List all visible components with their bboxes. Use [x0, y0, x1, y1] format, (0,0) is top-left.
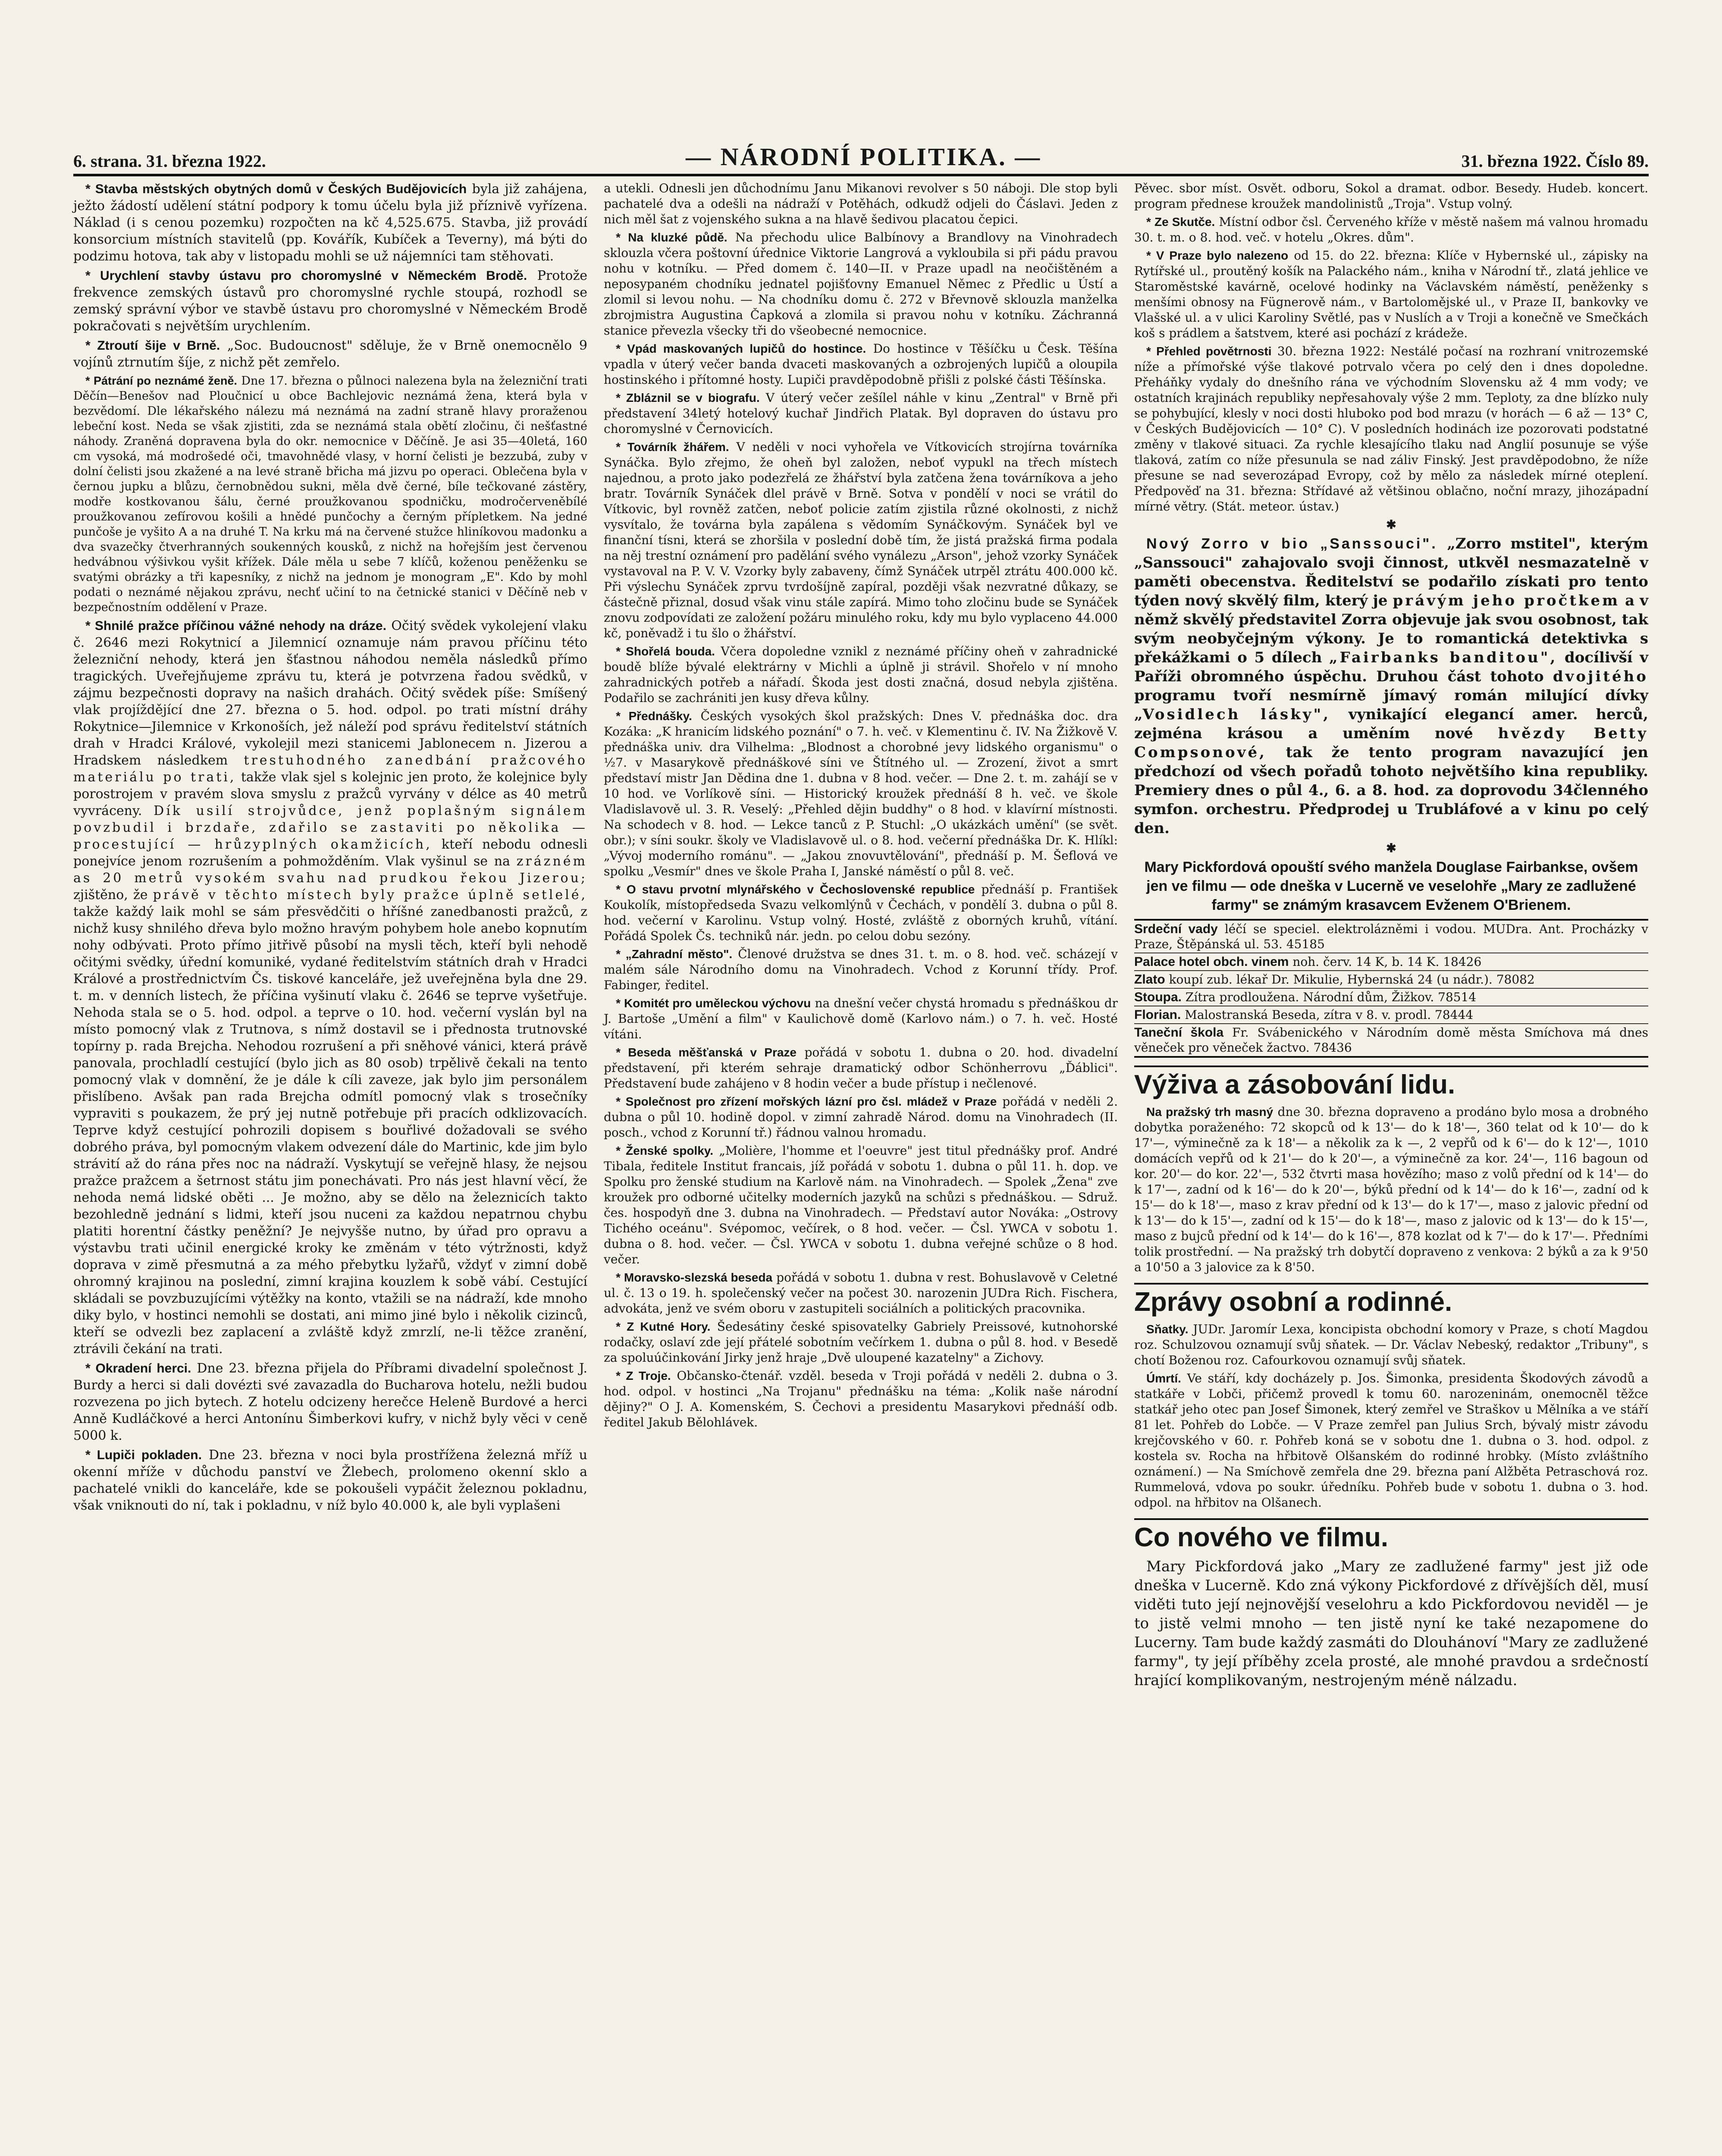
separator-star: ✱ — [1386, 841, 1396, 855]
ad-item: Florian. Malostranská Beseda, zítra v 8. v. prodl. 78444 — [1134, 1006, 1648, 1024]
masthead — [73, 142, 1649, 176]
classified-ads — [1134, 919, 1648, 1058]
article: * Lupiči pokladen. Dne 23. března v noci byla prostřížena železná mříž u okenní mříže v důchodu panství ve Žlebech, prolomeno okenní sklo a pachatelé vnikli do kanceláře, kde se pokoušeli vypáčit železnou pokladnu, však vniknouti do ní, tak i pokladnu, v níž bylo 40.000 k, ale byli vyplašeni — [73, 1448, 587, 1513]
column-2 — [604, 181, 1118, 1692]
article: Na pražský trh masný dne 30. března dopraveno a prodáno bylo mosa a drobného dobytka poraženého: 72 skopců od k 13'— do k 18'—, 360 telat od k 10'— do k 17'—, výminečně za k 18'— a několik za k —, 2 vepřů od k 6'— do k 12'—, 1010 domácích vepřů od k 21'— do k 20'—, a výminečně za kor. 24'—, 116 bagoun od kor. 20'— do kor. 22'—, 532 čtvrti masa hovězího; maso z volů přední od k 14'— do k 17'—, zadní od k 16'— do k 20'—, býků přední od k 14'— do k 16'—, zadní od k 15'— do k 18'—, maso z krav přední od k 13'— do k 17'—, maso z jalovic přední od k 13'— do k 15'—, zadní od k 15'— do k 18'—, maso z jalovic od k 13'— do k 15'—, maso z bujců přední od k 14'— do k 16'—, 878 kozlat od k 7'— do k 17'—. Předními tolik prostřední. — Na pražský trh dobytčí dopraveno z venkova: 2 býků a za k 9'50 a 10'50 a 3 jalovice za k 8'50. — [1134, 1105, 1648, 1274]
article: * Z Kutné Hory. Šedesátiny české spisovatelky Gabriely Preissové, kutnohorské rodačky, oslaví zde její přátelé sobotním večírkem 1. dubna o půl 8. hod. v Besedě za spoluúčinkování Jirky jenž hraje „Dvě uloupené kazatelny" a Zichovy. — [604, 1319, 1118, 1365]
ad-item: Zlato koupí zub. lékař Dr. Mikulie, Hybernská 24 (u nádr.). 78082 — [1134, 971, 1648, 989]
section-heading: Zprávy osobní a rodinné. — [1134, 1283, 1648, 1317]
columns — [73, 181, 1649, 1692]
ad-item: Srdeční vady léčí se speciel. elektrolázněmi i vodou. MUDra. Ant. Procházky v Praze, Štěpánská ul. 53. 45185 — [1134, 921, 1648, 953]
article: * Vpád maskovaných lupičů do hostince. Do hostince v Těšíčku u Česk. Těšína vpadla v úterý večer banda dvaceti maskovaných a ozbrojených lupičů a oloupila hostinského i přítomné hosty. Lupiči pravděpodobně přišli z polské části Těšínska. — [604, 342, 1118, 387]
article: * Moravsko-slezská beseda pořádá v sobotu 1. dubna v rest. Bohuslavově v Celetné ul. č. 13 o 19. h. společenský večer na počest 30. narozenin JUDra Rich. Fischera, advokáta, jenž ve svém oboru v zastupiteli sociálních a politických pracovnika. — [604, 1270, 1118, 1316]
issue-number-right: 31. března 1922. Číslo 89. — [1461, 151, 1649, 171]
article: Mary Pickfordová jako „Mary ze zadlužené farmy" jest již ode dneška v Lucerně. Kdo zná výkony Pickfordové z dřívějších děl, musí viděti tuto její nejnovější veselohru a kdo Pickfordovou neviděl — je to jistě velmi mnoho — ten jistě nyní ke také nezapomene do Lucerny. Tam bude každý zasmáti do Dlouhánoví "Mary ze zadlužené farmy", ty její příběhy zcela prosté, ale mnohé pravdou a srdečností hrající komplikovaným, nestrojeným méně nálzadu. — [1134, 1558, 1648, 1689]
separator-star: ✱ — [1386, 517, 1396, 532]
article: * Přednášky. Českých vysokých škol pražských: Dnes V. přednáška doc. dra Kozáka: „K hranicím lidského poznání" o 7. h. več. v Klementinu č. IV. Na Žižkově V. přednáška univ. dra Vilhelma: „Blodnost a chorobné jevy lidského organismu" o ½7. v Masarykově přednáškové síni ve Štítného ul. — Zrození, život a smrt představí mistr Jan Dědina dne 1. dubna v 8 hod. večer. — Dne 2. t. m. zahájí se v 10 hod. ve Vorlíkově síni. — Historický kroužek přednáší 8 h. več. ve škole Vladislavově ul. 3. R. Veselý: „Přehled dějin buddhy" o 8 hod. v klavírní místnosti. Na schodech v 8. hod. — Lekce tanců z P. Stuchl: „O ukázkách umění" (se svět. obr.); v síni soukr. školy ve Vladislavově ul. o 8. hod. večerní přednáška Dr. K. Hlíkl: „Vývoj moderního románu". — „Jakou znovuvtělování", přednáší p. M. Šeflová ve spolku „Vesmír" dnes ve škole Praha I, Janské náměstí o půl 8. več. — [604, 709, 1118, 878]
article: Sňatky. JUDr. Jaromír Lexa, koncipista obchodní komory v Praze, s chotí Magdou roz. Schulzovou oznamují svůj sňatek. — Dr. Václav Nebeský, redaktor „Tribuny", s chotí Boženou roz. Cafourkovou oznamují svůj sňatek. — [1134, 1322, 1648, 1367]
section-heading: Výživa a zásobování lidu. — [1134, 1065, 1648, 1100]
page-date-left: 6. strana. 31. března 1922. — [73, 151, 266, 171]
section-heading: Co nového ve filmu. — [1134, 1518, 1648, 1553]
column-1 — [73, 181, 587, 1692]
article: * Továrník žhářem. V neděli v noci vyhořela ve Vítkovicích strojírna továrníka Synáčka. Bylo zřejmo, že oheň byl založen, neboť vypukl na třech místech najednou, a proto jako podezřelá ze žhářství byla zatčena žena továrníkova a jeho bratr. Továrník Synáček dlel právě v Brně. Sotva v pondělí v noci se vrátil do Vítkovic, byl rovněž zatčen, neboť policie zatím zjistila různé okolnosti, z nichž vysvítalo, že továrna byla zapálena s vědomím Synáčkovým. Synáček byl ve finanční tísni, která se zhoršila v poslední době tím, že jistá pražská firma podala na něj trestní oznámení pro padělání svého vynálezu „Arson", jehož vzorky Synáček vystavoval na P. V. V. Vzorky byly zabaveny, čímž Synáček utrpěl ztrátu 400.000 kč. Při výslechu Synáček zprvu tvrdošíjně zapíral, později však nezvratné důkazy, se částečně přiznal, dosud však vinu stále zapírá. Mimo toho zločinu bude se Synáček znovu zodpovídati ze založení požáru minulého roku, kdy mu bylo vyplaceno 44.000 kč, poněvadž i tu šlo o žhářství. — [604, 440, 1118, 640]
article: * Komitét pro uměleckou výchovu na dnešní večer chystá hromadu s přednáškou dr J. Bartoše „Umění a film" v Kaulichově domě (Karlovo nám.) o 7. h. več. Hosté vítáni. — [604, 996, 1118, 1041]
article: * Pátrání po neznámé ženě. Dne 17. března o půlnoci nalezena byla na železniční trati Děčín—Benešov nad Ploučnicí u obce Bachlejovic neznámá žena, která byla v bezvědomí. Dle lékařského nálezu má neznámá na zadní straně hlavy proraženou lebeční kost. Neda se však zjistiti, zda se neznámá stala obětí zločinu, či nešťastné náhody. Zraněná dopravena byla do okr. nemocnice v Děčíně. Je asi 35—40letá, 160 cm vysoká, má modrošedé oči, tmavohnědé vlasy, v horní čelisti je bezzubá, zuby v dolní čelisti jsou zkažené a na levé straně břicha má jizvu po operaci. Oblečena byla v černou jupku a blůzu, černobnědou sukni, měla dvě černé, bíle tečkované zástěry, modře kostkovanou šálu, černé proužkovanou spodničku, modročerveněbílé proužkovanou zefírovou košili a hnědé punčochy a černým přípletkem. Na jedné punčoše je vyšito A a na druhé T. Na krku má na červené stužce hliníkovou madonku a dva svazečky čtverhranných soukenných kousků, z nichž na hořejším jest červenou hedvábnou výšivkou vyšit křížek. Dále měla u sebe 7 klíčů, koženou peněženku se svatými obrázky a tři kapesníky, z nichž na jednom je monogram „E". Kdo by mohl podati o neznámé nějakou zprávu, nechť učiní to na četnické stanici v Děčíně neb v bezpečnostním oddělení v Praze. — [73, 374, 587, 614]
article: * Přehled povětrnosti 30. března 1922: Nestálé počasí na rozhraní vnitrozemské níže a přímořské výše tlakové potrvalo včera po celý den i dnes dopoledne. Přeháňky vydaly do dnešního rána ve východním Slovensku až 4 mm vody; ve ostatních krajinách republiky nepřesahovaly výše 2 mm. Teploty, za dne blízko nuly se pohybující, klesly v noci dosti hluboko pod bod mrazu (v horách — 6 až — 13° C, v Českých Budějovicích — 10° C). V posledních hodinách ize pozorovati podstatné změny v tlakové situaci. Za rychle klesajícího tlaku nad Anglií posunuje se výše tlaková, zatím co níže přesunula se nad záliv Finský. Jest pravděpodobno, že níže přesune se nad severozápad Evropy, což by mělo za následek mírné oteplení. Předpověď na 31. března: Střídavé až většinou oblačno, noční mrazy, jihozápadní mírné větry. (Stát. meteor. ústav.) — [1134, 344, 1649, 514]
article: * „Zahradní město". Členové družstva se dnes 31. t. m. o 8. hod. več. scházejí v malém sále Národního domu na Vinohradech. Vchod z Korunní třídy. Prof. Fabinger, ředitel. — [604, 947, 1118, 992]
ad-item: Stoupa. Zítra prodloužena. Národní dům, Žižkov. 78514 — [1134, 989, 1648, 1006]
article: * V Praze bylo nalezeno od 15. do 22. března: Klíče v Hybernské ul., zápisky na Rytířské ul., proutěný košík na Palackého nám., kniha v Národní tř., zlatá jehlice ve Staroměstské kavárně, ocelové hodinky na Václavském náměstí, peněženky s menšími obnosy na Fügnerově nám., v Bartolomějské ul., v Praze II, bankovky ve Vlašské ul. a v ulici Karoliny Světlé, pas v Nuslích a v Troji a konečně ve Smečkách koš s prádlem a šatstvem, které asi pochází z krádeže. — [1134, 248, 1648, 340]
article: * Stavba městských obytných domů v Českých Budějovicích byla již zahájena, ježto žádostí udělení státní podpory k tomu účelu byla již příznivě vyřízena. Náklad (i s cenou pozemku) rozpočten na kč 4,525.675. Stavba, již provádí konsorcium místních stavitelů (pp. Kovářík, Kubíček a Teverny), má býti do podzimu hotova, tak aby v listopadu mohli se už nájemníci tam stěhovati. — [73, 182, 587, 264]
article: * Společnost pro zřízení mořských lázní pro čsl. mládež v Praze pořádá v neděli 2. dubna o půl 10. hodině dopol. v zimní zahradě Národ. domu na Vinohradech (II. posch., vchod z Korunní tř.) řádnou valnou hromadu. — [604, 1094, 1118, 1140]
newspaper-title: — NÁRODNÍ POLITIKA. — — [686, 143, 1042, 171]
article: * Z Troje. Občansko-čtenář. vzděl. beseda v Troji pořádá v neděli 2. dubna o 3. hod. odpol. v hostinci „Na Trojanu" přednášku na téma: „Kolik naše národní dějiny?" O J. A. Komenském, S. Čechovi a presidentu Masarykovi přednáší odb. ředitel Jakub Bělohlávek. — [604, 1369, 1118, 1429]
article: * Beseda měšťanská v Praze pořádá v sobotu 1. dubna o 20. hod. divadelní představení, při kterém sehraje dramatický odbor Schönherrovu „Ďáblici". Představení bude zahájeno v 8 hodin večer a bude přístup i nečlenové. — [604, 1045, 1118, 1091]
article: * Ženské spolky. „Molière, l'homme et l'oeuvre" jest titul přednášky prof. André Tibala, ředitele Institut francais, jíž pořádá v sobotu 1. dubna o půl 11. h. dop. ve Spolku pro ženské studium na Karlově nám. na Vinohradech. — Spolek „Žena" zve kroužek pro odborné učitelky moderních jazyků na schůzi s přednáškou. — Sdruž. čes. hospodyň dne 3. dubna na Vinohradech. — Představí autor Nováka: „Ostrovy Tichého oceánu". Svépomoc, večírek, o 8 hod. večer. — Čsl. YWCA v sobotu 1. dubna o 8. hod. večer. — Čsl. YWCA v sobotu 1. dubna veřejné schůze o 8 hod. večer. — [604, 1144, 1118, 1266]
article: * Ztroutí šije v Brně. „Soc. Budoucnost" sděluje, že v Brně onemocnělo 9 vojínů ztrnutím šíje, z nichž pět zemřelo. — [73, 338, 587, 370]
article: * Shořelá bouda. Včera dopoledne vznikl z neznámé příčiny oheň v zahradnické boudě blíže bývalé elektrárny v Michli a úplně ji strávil. Shořelo v ní mnoho zahradnických potřeb a nářadí. Škoda jest dosti značná, dosud nebyla zjištěna. Podařilo se zachrániti jen kusy dřeva kůlny. — [604, 644, 1118, 705]
column-3 — [1134, 181, 1648, 1692]
article: * Zbláznil se v biografu. V úterý večer zešílel náhle v kinu „Zentral" v Brně při představení 34letý hotelový kuchař Jindřich Platak. Byl dopraven do ústavu pro choromyslné v Černovicích. — [604, 391, 1118, 436]
article: a utekli. Odnesli jen důchodnímu Janu Mikanovi revolver s 50 náboji. Dle stop byli pachatelé dva a odešli na nádraží v Potěhách, odkudž odjeli do Čáslavi. Jeden z nich měl šat z vojenského sukna a na hlavě šedivou placatou čepici. — [604, 181, 1118, 226]
article: * Okradení herci. Dne 23. března přijela do Příbrami divadelní společnost J. Burdy a herci si dali dovézti své zavazadla do Bucharova hotelu, nežli budou rozvezena po jich bytech. Z hotelu odcizeny herečce Heleně Burdové a herci Anně Kudláčkové a herci Antonínu Šimberkovi kufry, v nichž byly věci v ceně 5000 k. — [73, 1361, 587, 1443]
article: * Na kluzké půdě. Na přechodu ulice Balbínovy a Brandlovy na Vinohradech sklouzla včera poštovní úřednice Viktorie Langrová a vykloubila si při pádu pravou nohu v kotníku. — Před domem č. 140—II. v Praze upadl na neočištěném a neposypaném chodníku jednatel pojišťovny Emanuel Němec z Předlic u Ústí a zlomil si levou nohu. — Na chodníku domu č. 272 v Břevnově sklouzla manželka zbrojmistra Augustina Čapková a zlomila si pravou nohu v kotníku. Záchranná stanice převezla všecky tři do všeobecné nemocnice. — [604, 230, 1118, 338]
article: * O stavu prvotní mlynářského v Čechoslovenské republice přednáší p. František Koukolík, místopředseda Svazu velkomlýnů v Čechách, v pondělí 3. dubna o půl 8. hod. večerní v Karolinu. Vstup volný. Hosté, zvláště z oborných kruhů, vítání. Pořádá Spolek Čs. techniků nár. jedn. po celou dobu sezóny. — [604, 882, 1118, 943]
ad-item: Palace hotel obch. vinem noh. červ. 14 K, b. 14 K. 18426 — [1134, 953, 1648, 971]
article: Úmrtí. Ve stáří, kdy docházely p. Jos. Šimonka, presidenta Škodových závodů a statkáře v Lobči, přičemž provedl k tomu 60. narozeninám, onemocněl těžce statkář jeho otec pan Josef Šimonek, který zemřel ve Straškov u Mělníka a ve stáří 81 let. Pohřeb do Lobče. — V Praze zemřel pan Julius Srch, bývalý mistr závodu krejčovského v 60. r. Pohřeb koná se v sobotu dne 1. dubna o 3. hod. odpol. z kostela sv. Rocha na hřbitově Olšanském do rodinné hrobky. (Místo zvláštního oznámení.) — Na Smíchově zemřela dne 29. března paní Alžběta Petraschová roz. Rummelová, vdova po soukr. úředníku. Pohřeb bude v sobotu 1. dubna o 3. hod. odpol. na hřbitov na Olšanech. — [1134, 1371, 1648, 1510]
article: * Urychlení stavby ústavu pro choromyslné v Německém Brodě. Protože frekvence zemských ústavů pro choromyslné rychle stoupá, rozhodl se zemský správní výbor ve stavbě ústavu pro choromyslné v Německém Brodě pokračovati s největším urychlením. — [73, 268, 587, 334]
film-notice: Mary Pickfordová opouští svého manžela Douglase Fairbankse, ovšem jen ve filmu — ode dneška v Lucerně ve veselohře „Mary ze zadlužené farmy" se známým krasavcem Evženem O'Brienem. — [1144, 859, 1638, 913]
article: * Ze Skutče. Místní odbor čsl. Červeného kříže v městě našem má valnou hromadu 30. t. m. o 8. hod. več. v hotelu „Okres. dům". — [1134, 215, 1648, 244]
article: * Shnilé pražce příčinou vážné nehody na dráze. Očitý svědek vykolejení vlaku č. 2646 mezi Rokytnicí a Jilemnicí oznamuje nám pravou příčinu této železniční nehody, která jen šťastnou náhodou neměla následků přímo tragických. Uveřejňujeme zprávu tu, která je potvrzena řadou svědků, v zájmu bezpečnosti dopravy na našich drahách. Očitý svědek píše: Smíšený vlak projíždějící dne 27. března o 5. hod. odpol. po trati místní dráhy Rokytnice—Jilemnice v Krkonoších, jež náleží pod správu ředitelství státních drah v Hradci Králové, vykolejil mezi stanicemi Jablonecem n. Jizerou a Hradskem následkem trestuhodného zanedbání pražcového materiálu po trati, takže vlak sjel s kolejnic jen proto, že kolejnice byly porostrojem v pravém slova smyslu z pražců vyrvány v délce as 40 metrů vyvráceny. Dík usilí strojvůdce, jenž poplašným signálem povzbudil i brzdaře, zdařilo se zastaviti po několika — procestující — hrůzyplných okamžicích, kteří nebodu odnesli ponejvíce jenom rozrušením a pohmožděním. Vlak vyšinul se na zrázném as 20 metrů vysokém svahu nad prudkou řekou Jizerou; zjištěno, že právě v těchto místech byly pražce úplně setlelé, takže každý laik mohl se sám přesvědčiti o hříšné zanedbanosti pražců, z nichž kusy shnilého dřeva bylo možno hravým pohybem hole anebo kopnutím nohy odbývati. Proto přímo jitřivě působí na mysli těch, kteří byli nehodě očitými svědky, úřední komuniké, vydané ředitelstvím státních drah v Hradci Králové a prostřednictvím Čs. tiskové kanceláře, jež uveřejněna byla dne 29. t. m. v denních listech, že příčina vyšinutí vlaku č. 2646 se teprve vyšetřuje. Nehoda stala se o 5. hod. odpol. a teprve o 10. hod. večerní vyslán byl na místo pomocný vlak z Trutnova, s nímž dostavil se i přednosta trutnovské topírny p. rada Brejcha. Nehodou rozrušení a při sněhové vánici, která právě panovala, prochladlí cestující (bylo jich as 80 osob) trpělivě čekali na tento pomocný vlak v domnění, že je dále k cíli zaveze, jak bylo jim personálem přislíbeno. Avšak pan rada Brejcha odmítl pomocný vlak s trosečníky vypraviti s poukazem, že prý jej nutně potřebuje při pracích odklizovacích. Teprve když cestující pohrozili dopisem s bouřlivé dožadovali se svého dobrého práva, byl pomocným vlakem odvezení dále do Martinic, kde jim bylo strávití až do rána přes noc na nádraží. Vyskytují se veřejně hlasy, že nejsou pražce pražcem a šetrnost státu jim ponechávati. Pro nás jest hlavní věcí, že nehoda nemá lidské oběti ... Je možno, aby se dělo na železnicích takto bezohledně jednání s lidmi, kteří jsou nuceni za každou nepatrnou chybu platiti horentní částky peněžní? Je nejvyšše nutno, by úřad pro opravu a výstavbu trati učinil energické kroky ke změnám v této výtržnosti, když doprava v zimě přesmutná a za mého přebytku lyžařů, vždyť v zimní době ohromný krajinou na poslední, zimní krajina kouzlem k sobě vábí. Cestující skládali se povzbuzujícími výtěžky na konto, vtažili se na nádraží, kde mnoho diky bylo, v hostinci nemohli se dostati, ani mimo jiné bylo i několik cizinců, kteří se odvezli bez zaplacení a zvláště když zmrzlí, ne-li těžce zranění, ztrávili čekání na trati. — [73, 618, 588, 1357]
article: Pěvec. sbor míst. Osvět. odboru, Sokol a dramat. odbor. Besedy. Hudeb. koncert. program přednese kroužek mandolinistů „Troja". Vstup volný. — [1134, 181, 1648, 211]
ad-item: Taneční škola Fr. Svábenického v Národním domě města Smíchova má dnes věneček pro věneček žactvo. 78436 — [1134, 1025, 1649, 1055]
film-article: Nový Zorro v bio „Sanssouci". „Zorro mstitel", kterým „Sanssouci" zahajovalo svoji činnost, utkvěl nesmazatelně v paměti obecenstva. Ředitelství se podařilo získati pro tento týden nový skvělý film, který je právým jeho pročtkem a v němž skvělý představitel Zorra objevuje jak svou osobnost, tak svým neobyčejným výkony. Je to romantická detektivka s překážkami o 5 dílech „Fairbanks banditou", docílivší v Paříži obromného úspěchu. Druhou část tohoto dvojitého programu tvoří nesmírně jímavý román milující dívky „Vosidlech lásky", vynikající elegancí amer. herců, zejména krásou a uměním nové hvězdy Betty Compsonové, tak že tento program navazující jen předchozí od všech pořadů tohoto největšího kina republiky. Premiery dnes o půl 4., 6. a 8. hod. za doprovodu 34členného symfon. orchestru. Předprodej u Trubláfové a v kinu po celý den. — [1134, 535, 1649, 837]
